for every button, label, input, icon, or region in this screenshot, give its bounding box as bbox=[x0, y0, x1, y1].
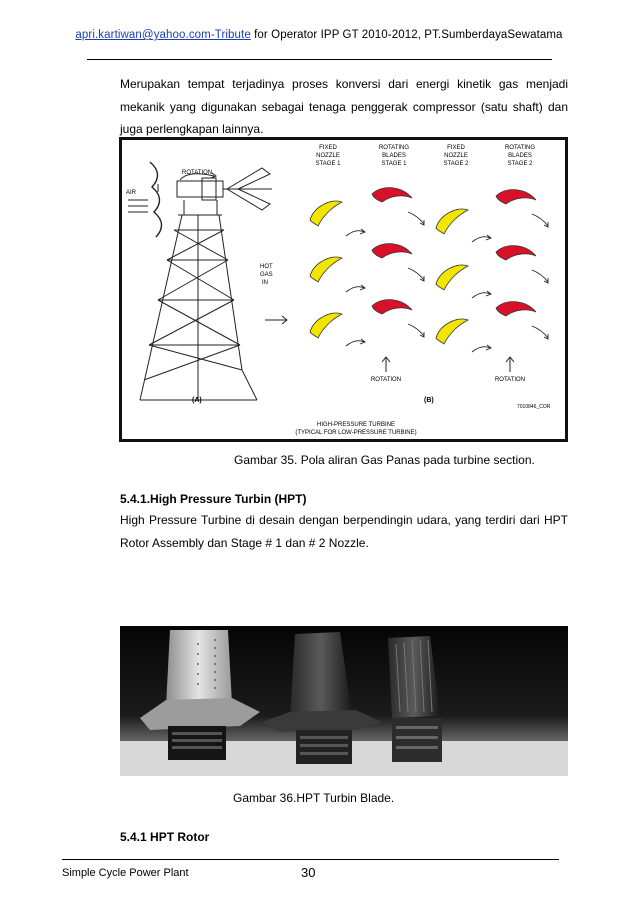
hpt-blade-photo bbox=[120, 626, 568, 776]
figure-title-line1: HIGH-PRESSURE TURBINE bbox=[317, 422, 395, 428]
header-nozzle1-l1: FIXED bbox=[319, 145, 337, 151]
rotation-label-stage1: ROTATION bbox=[370, 377, 402, 383]
header-blade2-l3: STAGE 2 bbox=[507, 161, 533, 167]
header-title: for Operator IPP GT 2010-2012, PT.SumberdayaSewatama bbox=[250, 29, 563, 41]
nozzle-stage-1 bbox=[310, 201, 342, 338]
blade-stage-1 bbox=[372, 188, 412, 314]
hpt-blade-photo-art bbox=[120, 626, 568, 776]
intro-paragraph: Merupakan tempat terjadinya proses konversi dari energi kinetik gas menjadi mekanik yang digunakan sebagai tenaga penggerak compressor (satu shaft) dan juga perlengkapan lainnya. bbox=[120, 77, 568, 136]
hot-gas-label-3: IN bbox=[262, 280, 268, 286]
rotation-label-top: ROTATION bbox=[182, 170, 213, 176]
page-header bbox=[0, 29, 638, 41]
figure-ref-code: 7010846_COR bbox=[517, 404, 551, 410]
header-email-link[interactable]: apri.kartiwan@yahoo.com-Tribute bbox=[75, 29, 251, 41]
header-divider bbox=[87, 59, 552, 60]
page-number: 30 bbox=[301, 865, 316, 880]
turbine-flow-figure bbox=[119, 137, 568, 442]
header-blade2-l1: ROTATING bbox=[504, 145, 536, 151]
figure35-caption: Gambar 35. Pola aliran Gas Panas pada turbine section. bbox=[234, 453, 535, 467]
label-a: (A) bbox=[192, 397, 202, 404]
header-nozzle1-l2: NOZZLE bbox=[316, 153, 340, 159]
stage-headers bbox=[316, 145, 536, 167]
footer-title: Simple Cycle Power Plant bbox=[62, 867, 189, 879]
nozzle-stage-2 bbox=[436, 209, 468, 344]
hpt-paragraph: High Pressure Turbine di desain dengan berpendingin udara, yang terdiri dari HPT Rotor Assembly dan Stage # 1 dan # 2 Nozzle. bbox=[120, 513, 568, 550]
footer-divider bbox=[62, 859, 559, 860]
figure36-caption: Gambar 36.HPT Turbin Blade. bbox=[233, 791, 395, 805]
figure-title-line2: (TYPICAL FOR LOW-PRESSURE TURBINE) bbox=[295, 430, 417, 436]
header-nozzle2-l1: FIXED bbox=[447, 145, 465, 151]
header-nozzle1-l3: STAGE 1 bbox=[315, 161, 341, 167]
hot-gas-label-2: GAS bbox=[260, 272, 273, 278]
turbine-flow-diagram bbox=[122, 140, 565, 439]
label-b: (B) bbox=[424, 397, 434, 404]
header-blade2-l2: BLADES bbox=[508, 153, 532, 159]
header-nozzle2-l3: STAGE 2 bbox=[443, 161, 469, 167]
air-label: AIR bbox=[126, 190, 137, 196]
header-blade1-l3: STAGE 1 bbox=[381, 161, 407, 167]
header-blade1-l2: BLADES bbox=[382, 153, 406, 159]
hot-gas-label-1: HOT bbox=[260, 264, 273, 270]
header-nozzle2-l2: NOZZLE bbox=[444, 153, 468, 159]
rotation-label-stage2: ROTATION bbox=[494, 377, 526, 383]
hpt-rotor-heading: 5.4.1 HPT Rotor bbox=[120, 830, 210, 844]
hpt-heading: 5.4.1.High Pressure Turbin (HPT) bbox=[120, 492, 307, 506]
header-blade1-l1: ROTATING bbox=[378, 145, 410, 151]
blade-stage-2 bbox=[496, 190, 536, 316]
rotation-arrows bbox=[382, 357, 514, 372]
